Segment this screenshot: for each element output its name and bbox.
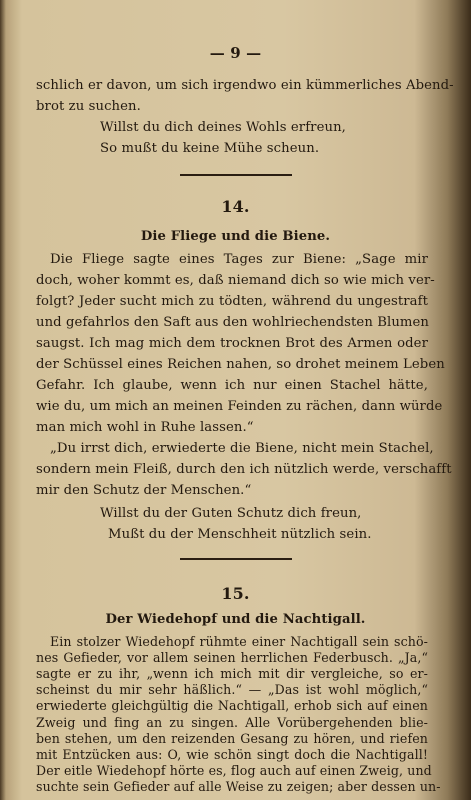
text-line: und gefahrlos den Saft aus den wohlriechendsten Blumen <box>36 315 430 330</box>
fable-title: Die Fliege und die Biene. <box>140 229 331 244</box>
fable-number: 15. <box>221 584 250 603</box>
divider-rule <box>180 558 292 560</box>
text-line: ben stehen, um den reizenden Gesang zu hören, und riefen <box>36 731 428 746</box>
text-line: Ein stolzer Wiedehopf rühmte einer Nachtigall sein schö- <box>50 634 428 649</box>
text-line: Zweig und fing an zu singen. Alle Vorübergehenden blie- <box>36 715 428 730</box>
text-line: Gefahr. Ich glaube, wenn ich nur einen Stachel hätte, <box>36 378 428 393</box>
verse-line: Willst du der Guten Schutz dich freun, <box>100 506 362 521</box>
text-line: mir den Schutz der Menschen.“ <box>36 483 252 498</box>
text-line: mit Entzücken aus: O, wie schön singt doch die Nachtigall! <box>36 747 428 762</box>
verse-line: Mußt du der Menschheit nützlich sein. <box>108 527 372 542</box>
text-line: der Schüssel eines Reichen nahen, so drohet meinem Leben <box>36 357 445 372</box>
verse-line: So mußt du keine Mühe scheun. <box>100 141 320 156</box>
verse-line: Willst du dich deines Wohls erfreun, <box>100 120 346 135</box>
fable-number: 14. <box>221 197 250 216</box>
text-line: wie du, um mich an meinen Feinden zu rächen, dann würde <box>36 399 443 414</box>
text-line: man mich wohl in Ruhe lassen.“ <box>36 420 254 435</box>
text-line: doch, woher kommt es, daß niemand dich so wie mich ver- <box>36 273 435 288</box>
text-line: Die Fliege sagte eines Tages zur Biene: „Sage mir <box>50 252 428 267</box>
text-line: folgt? Jeder sucht mich zu tödten, während du ungestraft <box>36 294 428 309</box>
text-line: sondern mein Fleiß, durch den ich nützlich werde, verschafft <box>36 462 452 477</box>
fable-title: Der Wiedehopf und die Nachtigall. <box>105 612 366 627</box>
text-line: erwiederte gleichgültig die Nachtigall, erhob sich auf einen <box>36 698 428 713</box>
text-line: „Du irrst dich, erwiederte die Biene, nicht mein Stachel, <box>50 441 434 456</box>
text-line: nes Gefieder, vor allem seinen herrlichen Federbusch. „Ja,“ <box>36 650 428 665</box>
text-line: Der eitle Wiedehopf hörte es, flog auch auf einen Zweig, und <box>36 763 432 778</box>
text-line: saugst. Ich mag mich dem trocknen Brot des Armen oder <box>36 336 428 351</box>
page-number: — 9 — <box>209 44 262 62</box>
text-line: sagte er zu ihr, „wenn ich mich mit dir vergleiche, so er- <box>36 666 428 681</box>
text-line: schlich er davon, um sich irgendwo ein kümmerliches Abend- <box>36 78 454 93</box>
text-line: suchte sein Gefieder auf alle Weise zu zeigen; aber dessen un- <box>36 779 441 794</box>
text-line: scheinst du mir sehr häßlich.“ — „Das ist wohl möglich,“ <box>36 682 428 697</box>
text-line: brot zu suchen. <box>36 99 141 114</box>
divider-rule <box>180 174 292 176</box>
